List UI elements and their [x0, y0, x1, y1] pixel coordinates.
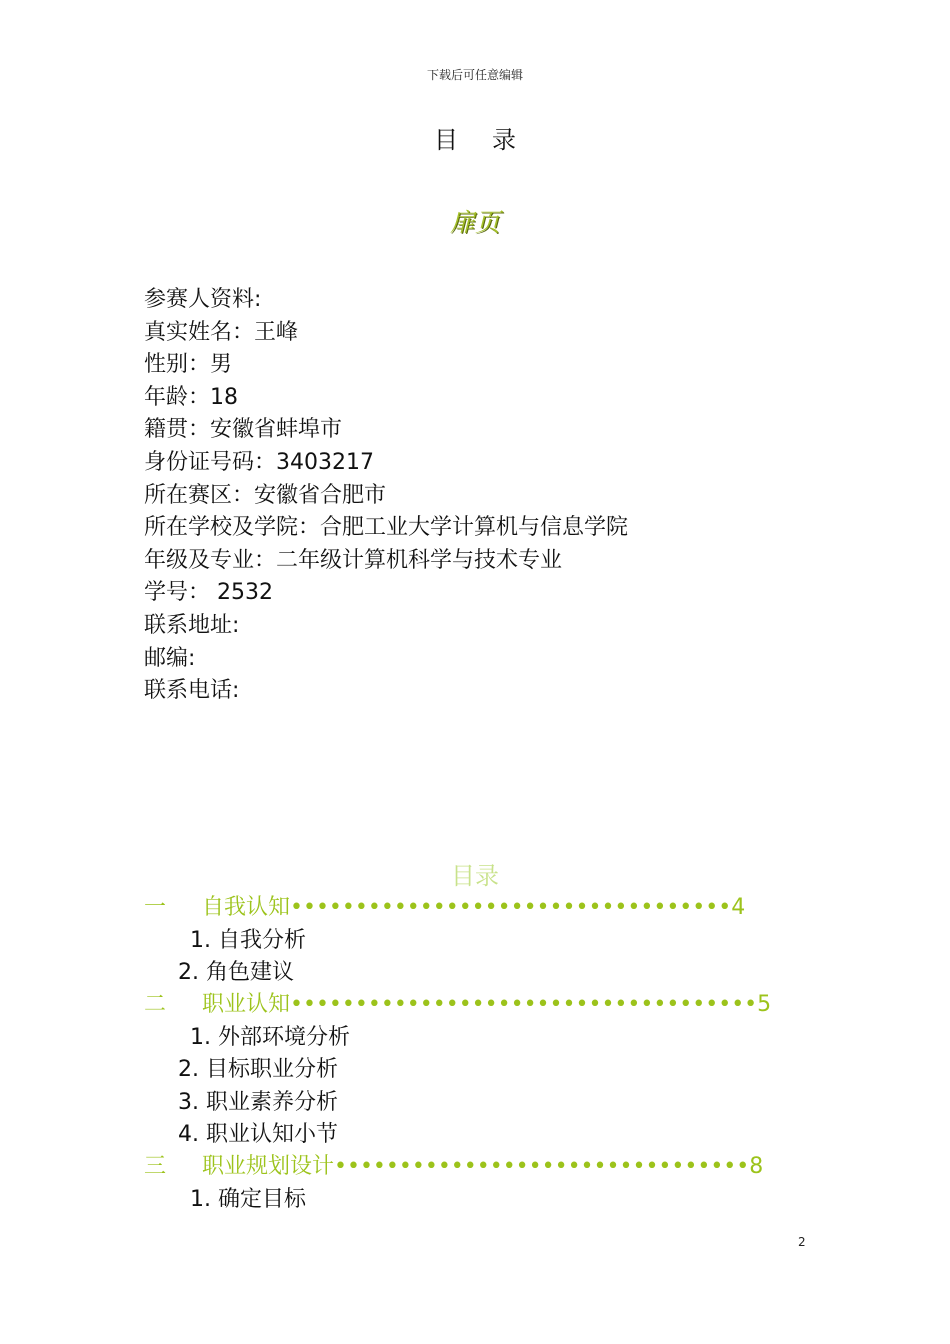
info-line: 学号： 2532	[144, 580, 273, 606]
toc-item[interactable]: 2. 角色建议	[178, 960, 294, 985]
info-line: 所在学校及学院：合肥工业大学计算机与信息学院	[144, 515, 629, 541]
info-line: 联系地址:	[144, 612, 240, 638]
info-line: 年龄：18	[144, 384, 238, 410]
toc-section-number: 二	[144, 992, 167, 1017]
toc-section[interactable]	[0, 890, 950, 920]
toc-section-title: 职业认知••••••••••••••••••••••••••••••••••••5	[202, 992, 772, 1017]
toc-item[interactable]: 1. 确定目标	[190, 1187, 306, 1212]
info-line: 参赛人资料:	[144, 287, 262, 312]
page-header: 下载后可任意编辑	[426, 68, 523, 82]
contestant-info	[144, 284, 628, 708]
toc-section-number: 一	[144, 895, 167, 920]
page-number: 2	[798, 1235, 806, 1249]
toc-item[interactable]: 4. 职业认知小节	[178, 1122, 338, 1147]
info-line: 年级及专业：二年级计算机科学与技术专业	[144, 547, 563, 573]
info-line: 邮编:	[144, 645, 196, 671]
toc-item[interactable]: 3. 职业素养分析	[178, 1090, 338, 1115]
info-line: 籍贯：安徽省蚌埠市	[144, 417, 343, 443]
toc-section-title: 职业规划设计••••••••••••••••••••••••••••••••8	[202, 1154, 764, 1179]
page-title: 目录	[434, 126, 550, 154]
toc-title: 目录	[451, 862, 499, 890]
toc-section[interactable]	[0, 1149, 950, 1179]
toc-section-number: 三	[144, 1154, 167, 1179]
toc-item[interactable]: 1. 外部环境分析	[190, 1025, 350, 1050]
info-line: 身份证号码：3403217	[144, 449, 374, 475]
toc-item[interactable]: 2. 目标职业分析	[178, 1057, 338, 1082]
toc-item[interactable]: 1. 自我分析	[190, 928, 306, 953]
toc-section-title: 自我认知••••••••••••••••••••••••••••••••••4	[202, 895, 746, 920]
info-line: 性别：男	[144, 352, 233, 378]
info-line: 真实姓名：王峰	[144, 319, 299, 345]
info-line: 联系电话:	[144, 678, 240, 704]
toc-section[interactable]	[0, 987, 950, 1017]
info-line: 所在赛区：安徽省合肥市	[144, 482, 387, 508]
section-subtitle: 扉页	[449, 208, 500, 237]
